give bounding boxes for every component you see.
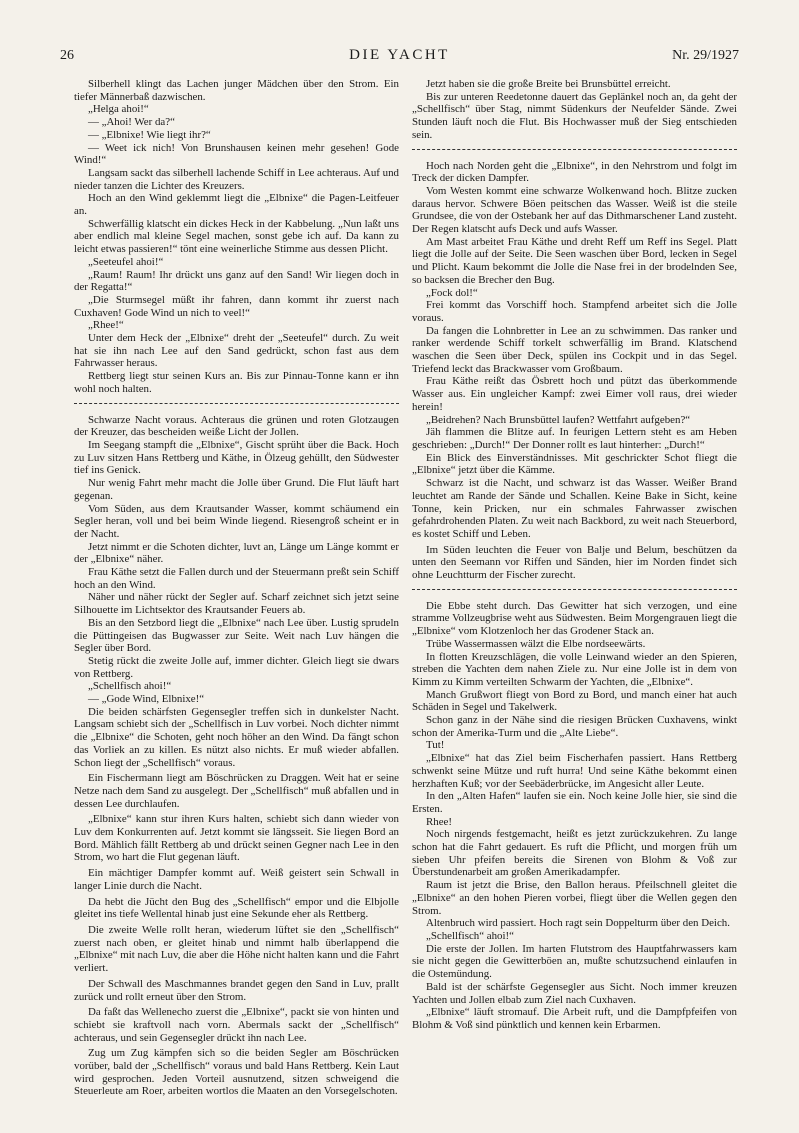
paragraph: „Raum! Raum! Ihr drückt uns ganz auf den Sand! Wir liegen doch in der Regatta!“ — [74, 268, 399, 294]
paragraph: Hoch nach Norden geht die „Elbnixe“, in den Nehrstrom und folgt im Treck der dicken Dampfer. — [412, 159, 737, 185]
left-text-column — [74, 78, 399, 1098]
paragraph: In den „Alten Hafen“ laufen sie ein. Noch keine Jolle hier, sie sind die Ersten. — [412, 790, 737, 815]
paragraph: „Die Sturmsegel müßt ihr fahren, dann kommt ihr zuerst nach Cuxhaven! Gode Wind un nich to veel!“ — [74, 293, 399, 319]
masthead-title: DIE YACHT — [349, 47, 450, 63]
paragraph: Jäh flammen die Blitze auf. In feurigen Lettern steht es am Heben geschrieben: „Durch!“ Der Donner rollt es laut hinterher: „Durch!“ — [412, 426, 737, 451]
paragraph: „Elbnixe“ hat das Ziel beim Fischerhafen passiert. Hans Rettberg schwenkt seine Mütze und ruft hurra! Und seine Käthe bekommt einen herzhaften Kuß; vor der Seebäderbrücke, im Angesicht aller Leute. — [412, 752, 737, 790]
paragraph: „Rhee!“ — [88, 319, 124, 332]
paragraph: Altenbruch wird passiert. Hoch ragt sein Doppelturm über den Deich. — [426, 917, 730, 930]
paragraph: Noch nirgends festgemacht, heißt es jetzt zurückzukehren. Zu lange schon hat die Fahrt gedauert. Es ruft die Pflicht, und morgen früh um sieben Uhr pfeifen bereits die Sirenen von Blohm & Voß zur Überstundenarbeit am großen Amerikadampfer. — [412, 828, 737, 879]
paragraph: Frau Käthe reißt das Ösbrett hoch und pützt das überkommende Wasser aus. Ein ungleicher Kampf: zwei Eimer voll raus, drei wieder herein! — [412, 375, 737, 413]
paragraph: Näher und näher rückt der Segler auf. Scharf zeichnet sich jetzt seine Silhouette im Lichtsektor des Krautsander Feuers ab. — [74, 591, 399, 617]
paragraph: „Beidrehen? Nach Brunsbüttel laufen? Wettfahrt aufgeben?“ — [426, 413, 691, 426]
paragraph: Trübe Wassermassen wälzt die Elbe nordseewärts. — [426, 637, 646, 650]
page-header — [60, 48, 739, 70]
paragraph: „Schellfisch ahoi!“ — [88, 680, 172, 693]
paragraph: „Schellfisch“ ahoi!“ — [426, 930, 514, 942]
paragraph: „Fock dol!“ — [426, 286, 478, 299]
paragraph: Stetig rückt die zweite Jolle auf, immer dichter. Gleich liegt sie dwars von Rettberg. — [74, 654, 399, 680]
paragraph: Bis an den Setzbord liegt die „Elbnixe“ nach Lee über. Lustig sprudeln die Püttingeisen das Bugwasser zur Seite. Weit nach Luv hängen die Segler über Bord. — [74, 616, 399, 655]
paragraph: „Elbnixe“ läuft stromauf. Die Arbeit ruft, und die Dampfpfeifen von Blohm & Voß sind pünktlich und kennen kein Erbarmen. — [412, 1006, 737, 1031]
page-number: 26 — [60, 48, 74, 63]
paragraph: Die Ebbe steht durch. Das Gewitter hat sich verzogen, und eine stramme Vollzeugbrise weht aus Südwesten. Beim Morgengrauen liegt die „Elbnixe“ vom Klotzenloch her das Grodener Stack an. — [412, 599, 737, 638]
paragraph: — „Elbnixe! Wie liegt ihr?“ — [88, 128, 211, 141]
paragraph: Am Mast arbeitet Frau Käthe und dreht Reff um Reff ins Segel. Platt liegt die Jolle auf der Seite. Die Seen waschen über Bord, lecken in Segel und Plicht. Kaum bekommt die Jolle die Nase frei in der brodelnden See, so backsen die Brecher den Bug. — [412, 235, 737, 286]
paragraph: Ein mächtiger Dampfer kommt auf. Weiß geistert sein Schwall in langer Linie durch die Nacht. — [74, 867, 399, 892]
paragraph: Nur wenig Fahrt mehr macht die Jolle über Grund. Die Flut läuft hart gegenan. — [74, 477, 399, 502]
paragraph: Die zweite Welle rollt heran, wiederum lüftet sie den „Schellfisch“ zuerst nach oben, er gleitet hinab und nimmt halb überlappend die „Elbnixe“ mit nach Luv, die aber die Höhe nicht halten kann und die Fahrt verliert. — [74, 924, 399, 975]
paragraph: Vom Süden, aus dem Krautsander Wasser, kommt schäumend ein Segler heran, voll und bei beim Winde liegend. Riesengroß scheint er in der Nacht. — [74, 502, 399, 540]
paragraph: Jetzt nimmt er die Schoten dichter, luvt an, Länge um Länge kommt er der „Elbnixe“ näher. — [74, 540, 399, 566]
paragraph: „Seeteufel ahoi!“ — [88, 255, 164, 268]
paragraph: Im Süden leuchten die Feuer von Balje und Belum, beschützen da unten den Seemann vor Riffen und Sänden, hier im Norden findet sich ohne Leuchtturm der Fischer zurecht. — [412, 543, 737, 582]
paragraph: — „Ahoi! Wer da?“ — [88, 116, 175, 129]
paragraph: Da hebt die Jücht den Bug des „Schellfisch“ empor und die Elbjolle gleitet ins tiefe Wellental hinab just eine Sekunde eher als Rettberg. — [74, 895, 399, 921]
issue-number: Nr. 29/1927 — [672, 48, 739, 63]
paragraph: Da faßt das Wellenecho zuerst die „Elbnixe“, packt sie von hinten und schiebt sie kraftvoll nach vorn. Abermals sackt der „Schellfisch“ achteraus, und sein Gegensegler drückt ihn nach Lee. — [74, 1006, 399, 1044]
paragraph: — „Gode Wind, Elbnixe!“ — [88, 693, 205, 706]
paragraph: Unter dem Heck der „Elbnixe“ dreht der „Seeteufel“ durch. Zu weit hat sie ihn nach Lee auf den Sand gedrückt, schon fast aus dem Fahrwasser heraus. — [74, 332, 399, 370]
paragraph: Langsam sackt das silberhell lachende Schiff in Lee achteraus. Auf und nieder tanzen die Lichter des Kreuzers. — [74, 166, 399, 192]
paragraph: Bis zur unteren Reedetonne dauert das Geplänkel noch an, da geht der „Schellfisch“ über Stag, nimmt Südenkurs der Neufelder Sände. Zwei Stunden läuft noch die Flut. Bis Hochwasser muß der Sieg entschieden sein. — [412, 90, 737, 141]
paragraph: In flotten Kreuzschlägen, die volle Leinwand wieder an den Spieren, streben die Yachten dem nahen Ziele zu. Nur eine Jolle ist in dem von Kimm zu Kimm verteilten Schwarm der Yachten, die „Elbnixe“. — [412, 650, 737, 688]
paragraph: Die erste der Jollen. Im harten Flutstrom des Hauptfahrwassers kam sie nicht gegen die Gewitterböen an, mußte schutzsuchend einlaufen in die Ostemündung. — [412, 942, 737, 981]
paragraph: Bald ist der schärfste Gegensegler aus Sicht. Noch immer kreuzen Yachten und Jollen elbab zum Ziel nach Cuxhaven. — [412, 980, 737, 1006]
paragraph: „Helga ahoi!“ — [88, 103, 149, 116]
paragraph: Rhee! — [426, 815, 453, 828]
paragraph: Schwarz ist die Nacht, und schwarz ist das Wasser. Weißer Brand leuchtet am Rande der Sände und Schallen. Keine Bake in Sicht, keine Tonne, kein Pricken, nur ein schmales Fahrwasser zwischen gefahrdrohenden Platen. Zu weit nach Backbord, zu weit nach Steuerbord, es kostet Schiff und Leben. — [412, 477, 737, 540]
paragraph: Die beiden schärfsten Gegensegler treffen sich in dunkelster Nacht. Langsam schiebt sich der „Schellfisch in Luv vorbei. Noch dichter nimmt die „Elbnixe“ die Schoten, geht noch höher an den Wind. Da fängt schon das Vorliek an zu killen. Es nützt also nichts. Er muß wieder abfallen. Schon liegt der „Schellfisch“ voraus. — [74, 705, 399, 769]
paragraph: Tut! — [426, 739, 445, 752]
paragraph: Ein Fischermann liegt am Böschrücken zu Draggen. Weit hat er seine Netze nach dem Sand zu ausgelegt. Der „Schellfisch“ muß abfallen und in dessen Lee durchlaufen. — [74, 772, 399, 810]
paragraph: — Weet ick nich! Von Brunshausen keinen mehr gesehen! Gode Wind!“ — [74, 141, 399, 167]
paragraph: Frau Käthe setzt die Fallen durch und der Steuermann preßt sein Schiff hoch an den Wind. — [74, 566, 399, 591]
paragraph: Rettberg liegt stur seinen Kurs an. Bis zur Pinnau-Tonne kann er ihn wohl noch halten. — [74, 370, 399, 395]
paragraph: Raum ist jetzt die Brise, den Ballon heraus. Pfeilschnell gleitet die „Elbnixe“ an den hohen Pieren vorbei, fliegt über die Wellen gegen den Strom. — [412, 879, 737, 917]
paragraph: Manch Grußwort fliegt von Bord zu Bord, und manch einer hat auch Schäden in Segel und Takelwerk. — [412, 688, 737, 714]
paragraph: Im Seegang stampft die „Elbnixe“, Gischt sprüht über die Back. Hoch zu Luv sitzen Hans Rettberg und Käthe, in Ölzeug gehüllt, den Südwester tief ins Genick. — [74, 438, 399, 477]
section-separator — [412, 144, 737, 156]
paragraph: Da fangen die Lohnbretter in Lee an zu schwimmen. Das ranker und ranker werdende Schiff torkelt schwerfällig im Brand. Klatschend waschen die Seen über Deck, spülen ins Cockpit und in das Segel. Triefend leckt das Brackwasser vom Großbaum. — [412, 324, 737, 375]
paragraph: Schon ganz in der Nähe sind die riesigen Brücken Cuxhavens, winkt schon der Amerika-Turm und die „Alte Liebe“. — [412, 714, 737, 739]
paragraph: Schwarze Nacht voraus. Achteraus die grünen und roten Glotzaugen der Kreuzer, das bescheiden weiße Licht der Jollen. — [74, 413, 399, 439]
paragraph: Hoch an den Wind geklemmt liegt die „Elbnixe“ die Pagen-Leitfeuer an. — [74, 192, 399, 218]
section-separator — [412, 584, 737, 596]
section-separator — [74, 398, 399, 410]
paragraph: Zug um Zug kämpfen sich so die beiden Segler am Böschrücken vorüber, bald der „Schellfisch“ voraus und bald Hans Rettberg. Kein Laut wird gesprochen. Jeden Vorteil ausnutzend, sitzen schweigend die Steuerleute am Roer, arbeiten wortlos die Maaten an den Vorsegelschoten. — [74, 1047, 399, 1098]
paragraph: Ein Blick des Einverständnisses. Mit geschrickter Schot fliegt die „Elbnixe“ jetzt über die Kämme. — [412, 451, 737, 477]
paragraph: Vom Westen kommt eine schwarze Wolkenwand hoch. Blitze zucken daraus hervor. Schwere Böen peitschen das Wasser. Weiß ist die steile Grundsee, die von der Ostebank her auf das Dithmarschener Land zusteht. Der Regen klatscht aufs Deck und aufs Wasser. — [412, 184, 737, 236]
paragraph: Jetzt haben sie die große Breite bei Brunsbüttel erreicht. — [426, 78, 671, 90]
paragraph: „Elbnixe“ kann stur ihren Kurs halten, schiebt sich dann wieder von Luv dem Konkurrenten auf. Jetzt kommt sie längsseit. Sie liegen Bord an Bord. Mählich fällt Rettberg ab und drückt seinen Gegner nach Lee in den Strom, wo hart die Flut gegenan läuft. — [74, 813, 399, 864]
paragraph: Der Schwall des Maschmannes brandet gegen den Sand in Luv, prallt zurück und rollt erneut über den Strom. — [74, 977, 399, 1003]
right-text-column — [412, 78, 737, 1032]
paragraph: Schwerfällig klatscht ein dickes Heck in der Kabbelung. „Nun laßt uns aber endlich mal kleine Segel machen, sonst gebe ich auf. Da kann zu leicht etwas passieren!“ tönt eine weinerliche Stimme aus dessen Plicht. — [74, 217, 399, 256]
paragraph: Frei kommt das Vorschiff hoch. Stampfend arbeitet sich die Jolle voraus. — [412, 299, 737, 324]
paragraph: Silberhell klingt das Lachen junger Mädchen über den Strom. Ein tiefer Männerbaß dazwischen. — [74, 78, 399, 103]
